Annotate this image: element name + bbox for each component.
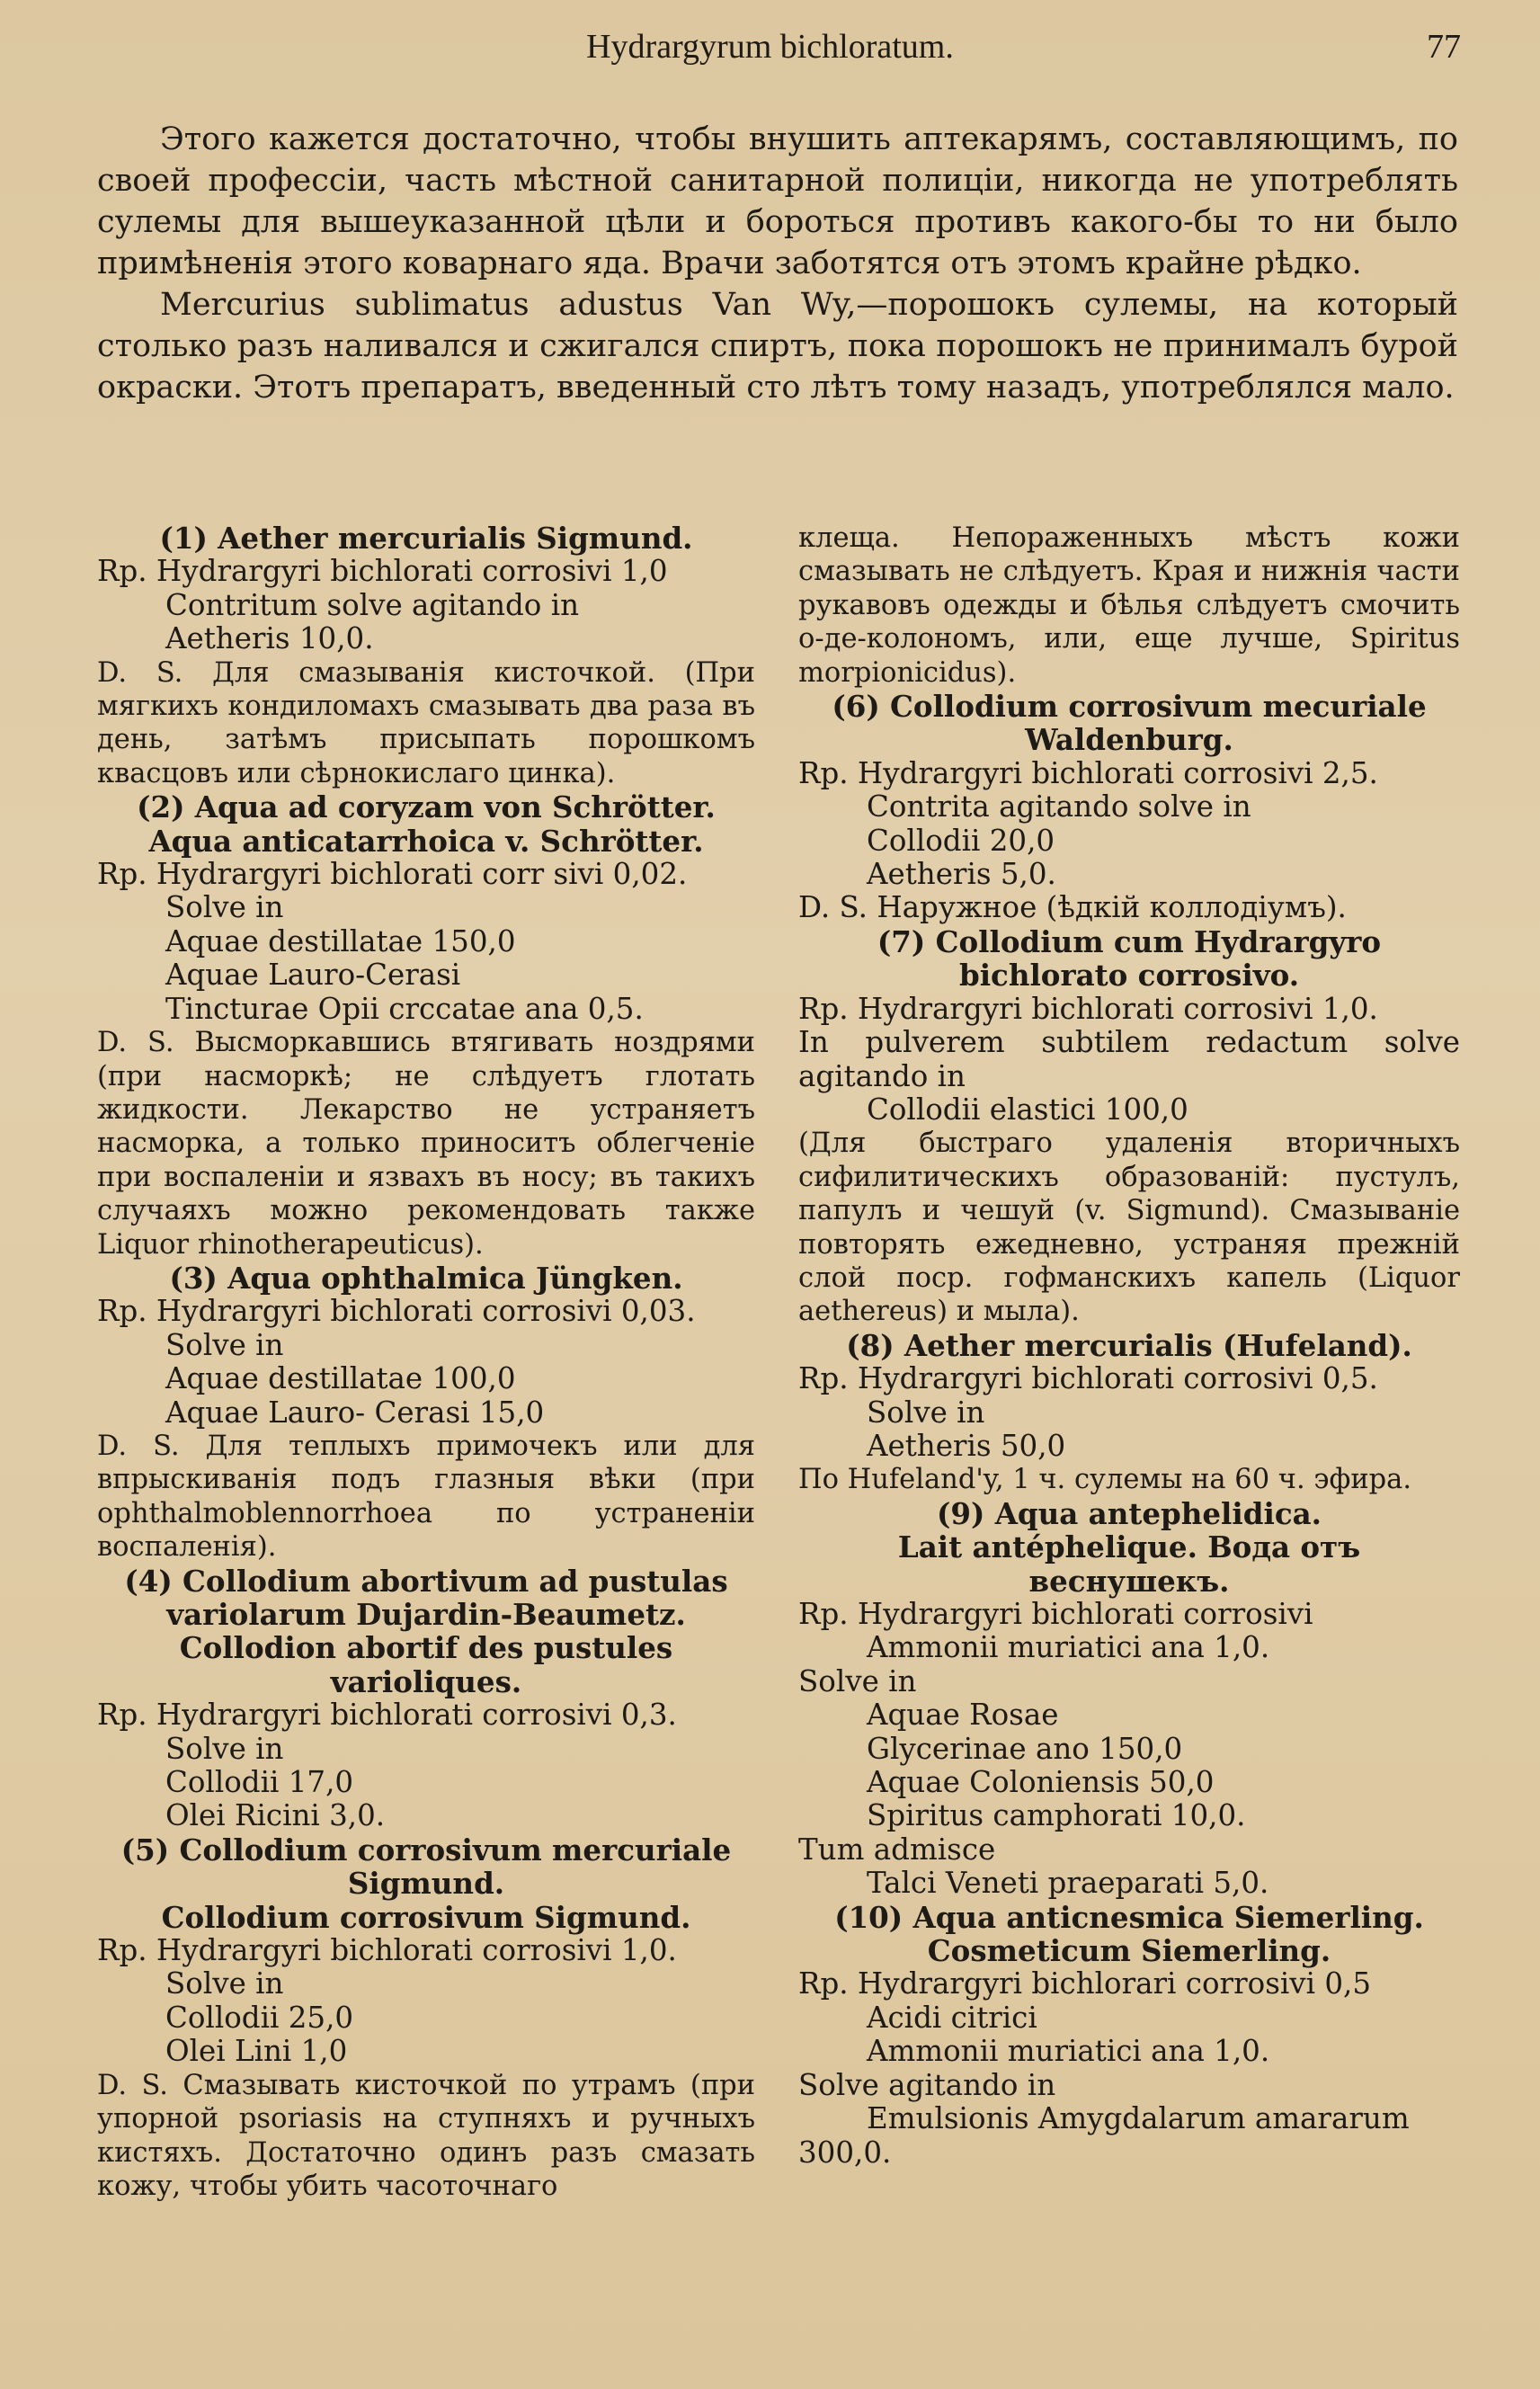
recipe-heading: Lait antéphelique. Вода отъ веснушекъ. [897,1529,1361,1599]
text-line: По Hufeland'y, 1 ч. сулемы на 60 ч. эфира. [798,1464,1412,1496]
recipe-heading: (3) Aqua ophthalmica Jüngken. [169,1260,683,1296]
recipe-heading: (1) Aether mercurialis Sigmund. [159,521,693,556]
text-line: Aquae Rosae [867,1698,1059,1733]
text-line: Collodii 17,0 [165,1765,354,1800]
intro-paragraph: Этого кажется достаточно, чтобы внушить аптекарямъ, составляющимъ, по своей профессiи, часть мѣстной санитарной полицiи, никогда не употреблять сулемы для вышеуказанной цѣли и бороться противъ какого-бы то ни было примѣненiя этого коварнаго яда. Врачи заботятся отъ этомъ крайне рѣдко. [97,121,1458,281]
text-line: D. S. Наружное (ѣдкiй коллодiумъ). [798,890,1347,925]
text-line: Rp. Hydrargyri bichlorati corrosivi 0,3. [97,1698,677,1733]
text-line: Olei Ricini 3,0. [165,1798,386,1833]
text-line: Talci Veneti praeparati 5,0. [867,1866,1269,1901]
text-line: Emulsionis Amygdalarum amararum [867,2101,1410,2136]
text-line: Contrita agitando solve in [867,789,1251,825]
text-line: D. S. Для теплыхъ примочекъ или для впрыскиванiя подъ глазныя вѣки (при ophthalmoblennorrhoea по устраненiи воспаленiя). [97,1430,755,1564]
text-line: клеща. Непораженныхъ мѣстъ кожи смазывать не слѣдуетъ. Края и нижнiя части рукавовъ одежды и бѣлья слѣдуетъ смочить о-де-колономъ, или, еще лучше, Spiritus morpionicidus). [798,522,1460,689]
text-line: Aetheris 5,0. [867,857,1056,892]
text-line: Ammonii muriatici ana 1,0. [867,1630,1270,1665]
text-line: Rp. Hydrargyri bichlorati corrosivi 1,0. [798,991,1378,1026]
text-line: Aquae destillatae 100,0 [165,1361,516,1396]
text-line: Tum admisce [798,1832,996,1867]
intro-paragraph: Mercurius sublimatus adustus Van Wy,—порошокъ сулемы, на который столько разъ наливался и сжигался спиртъ, пока порошокъ не принималъ бурой окраски. Этотъ препаратъ, введенный сто лѣтъ тому назадъ, употреблялся мало. [97,287,1458,406]
text-line: Acidi citrici [867,2000,1037,2035]
text-line: Collodii 25,0 [165,2000,354,2035]
recipe-heading: Collodium corrosivum Sigmund. [161,1899,691,1935]
text-line: Rp. Hydrargyri bichlorati corr sivi 0,02. [97,857,688,892]
text-line: Aquae destillatae 150,0 [165,923,516,958]
right-column [798,521,1460,2170]
text-line: Aquae Lauro- Cerasi 15,0 [165,1395,545,1430]
text-line: Glycerinae ano 150,0 [867,1731,1183,1766]
text-line: Ammonii muriatici ana 1,0. [867,2034,1270,2069]
text-line: Contritum solve agitando in [165,587,580,622]
text-line: Solve in [165,1327,284,1362]
text-line: Spiritus camphorati 10,0. [867,1798,1246,1833]
text-line: Rp. Hydrargyri bichlorati corrosivi [798,1597,1313,1631]
text-line: Aetheris 10,0. [165,621,374,656]
text-line: Rp. Hydrargyri bichlorati corrosivi 1,0 [97,554,668,589]
text-line: Solve in [165,1731,284,1766]
text-line: In pulverem subtilem redactum solve agitando in [798,1025,1460,1093]
intro-text [97,119,1458,408]
text-line: Solve in [165,890,284,925]
text-line: Aetheris 50,0 [867,1428,1066,1463]
text-line: D. S. Высморкавшись втягивать ноздрями (при насморкѣ; не слѣдуетъ глотать жидкости. Лекарство не устраняетъ насморка, а только приноситъ облегченiе при воспаленiи и язвахъ въ носу; въ такихъ случаяхъ можно рекомендовать также Liquor rhinotherapeuticus). [97,1027,755,1261]
text-line: 300,0. [798,2135,892,2170]
running-header [0,27,1540,72]
recipe-heading: (9) Aqua antephelidica. [937,1495,1322,1531]
text-line: Collodii 20,0 [867,823,1055,858]
text-line: Tincturae Opii crccatae ana 0,5. [165,991,644,1026]
recipe-heading: Aqua anticatarrhoica v. Schrötter. [148,823,704,859]
text-line: Collodii elastici 100,0 [867,1092,1188,1127]
left-column [97,521,755,2203]
text-line: Rp. Hydrargyri bichlorati corrosivi 0,03. [97,1294,696,1329]
text-line: Rp. Hydrargyri bichlorati corrosivi 0,5. [798,1361,1378,1396]
recipe-heading: (10) Aqua anticnesmica Siemerling. [834,1899,1424,1935]
text-line: Rp. Hydrargyri bichlorati corrosivi 1,0. [97,1933,677,1968]
text-line: Rp. Hydrargyri bichlorati corrosivi 2,5. [798,755,1378,790]
page-number: 77 [1427,28,1461,66]
text-line: Solve agitando in [798,2067,1056,2102]
recipe-heading: (7) Collodium cum Hydrargyro bichlorato corrosivo. [877,923,1382,994]
recipe-heading: (2) Aqua ad coryzam von Schrötter. [137,789,716,825]
running-title: Hydrargyrum bichloratum. [586,28,954,66]
text-line: D. S. Для смазыванiя кисточкой. (При мягкихъ кондиломахъ смазывать два раза въ день, затѣмъ присыпать порошкомъ квасцовъ или сѣрнокислаго цинка). [97,656,755,789]
text-line: Olei Lini 1,0 [165,2034,348,2069]
recipe-heading: (8) Aether mercurialis (Hufeland). [846,1327,1412,1363]
recipe-heading: Collodion abortif des pustules varioliques. [179,1630,673,1699]
text-line: Solve in [798,1663,917,1698]
text-line: D. S. Смазывать кисточкой по утрамъ (при упорной psoriasis на ступняхъ и ручныхъ кистяхъ. Достаточно одинъ разъ смазать кожу, чтобы убить часоточнаго [97,2069,755,2202]
text-line: Solve in [165,1966,284,2001]
text-line: Rp. Hydrargyri bichlorari corrosivi 0,5 [798,1966,1372,2001]
recipe-heading: (4) Collodium abortivum ad pustulas variolarum Dujardin-Beaumetz. [124,1563,728,1632]
text-line: (Для быстраго удаленiя вторичныхъ сифилитическихъ образованiй: пустулъ, папулъ и чешуй (v. Sigmund). Смазыванiе повторять ежедневно, устраняя прежнiй слой поср. гофманскихъ капель (Liquor aethereus) и мыла). [798,1128,1460,1328]
recipe-heading: Cosmeticum Siemerling. [927,1933,1331,1969]
recipe-heading: (6) Collodium corrosivum mecuriale Waldenburg. [832,689,1427,758]
text-line: Solve in [867,1395,985,1430]
text-line: Aquae Lauro-Cerasi [165,958,461,993]
recipe-heading: (5) Collodium corrosivum mercuriale Sigmund. [120,1832,732,1902]
text-line: Aquae Coloniensis 50,0 [867,1765,1215,1800]
